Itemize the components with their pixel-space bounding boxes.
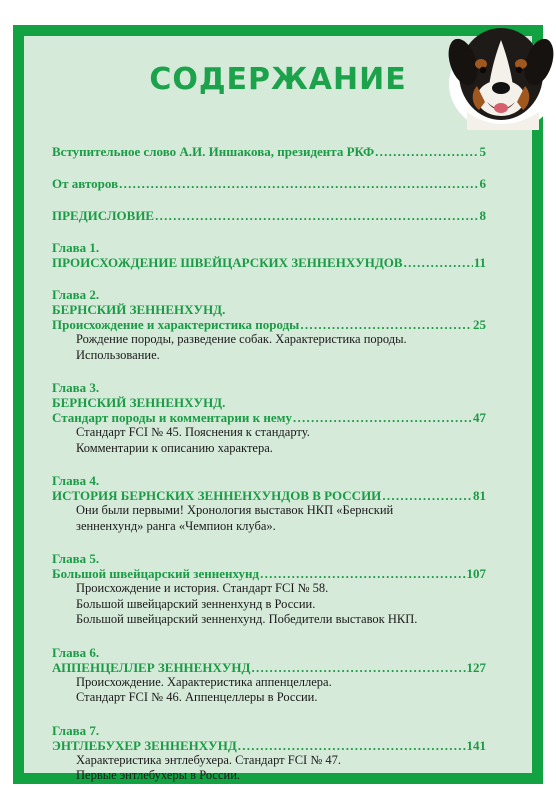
subtopic-line: Характеристика энтлебухера. Стандарт FCI № 47. — [76, 752, 342, 767]
entry-heading: ПРЕДИСЛОВИЕ — [52, 208, 155, 223]
dot-leader — [251, 660, 465, 675]
entry-heading: ПРОИСХОЖДЕНИЕ ШВЕЙЦАРСКИХ ЗЕННЕНХУНДОВ — [52, 255, 403, 270]
toc-row[interactable] — [52, 144, 486, 159]
toc-entry — [52, 380, 486, 456]
toc-row[interactable] — [52, 566, 486, 581]
subtopic-line: Комментарии к описанию характера. — [76, 440, 273, 455]
entry-heading: ИСТОРИЯ БЕРНСКИХ ЗЕННЕНХУНДОВ В РОССИИ — [52, 488, 382, 503]
page-number: 127 — [466, 659, 486, 675]
subtopic-line: Рождение породы, разведение собак. Характеристика породы. — [76, 332, 407, 346]
subtopic-line: Большой швейцарский зенненхунд. Победители выставок НКП. — [76, 612, 418, 626]
page-number: 81 — [473, 488, 486, 503]
dot-leader — [238, 738, 466, 753]
chapter-label: Глава 4. — [52, 473, 100, 488]
page-title: СОДЕРЖАНИЕ — [149, 62, 407, 97]
page-number: 8 — [479, 208, 486, 223]
entry-heading: Стандарт породы и комментарии к нему — [52, 410, 292, 425]
subtopic-line: Стандарт FCI № 45. Пояснения к стандарту. — [76, 425, 310, 439]
toc-row[interactable] — [52, 176, 486, 191]
page-number: 47 — [473, 410, 486, 425]
toc-row[interactable] — [52, 317, 486, 332]
page-number: 6 — [479, 176, 486, 191]
toc-row[interactable] — [52, 410, 486, 425]
toc-entry — [52, 645, 486, 706]
toc-entry — [52, 473, 486, 534]
chapter-title: БЕРНСКИЙ ЗЕННЕНХУНД. — [52, 302, 226, 317]
dot-leader — [119, 176, 478, 191]
toc-entry — [52, 144, 486, 159]
chapter-label: Глава 3. — [52, 380, 100, 395]
chapter-label: Глава 7. — [52, 722, 100, 738]
entry-heading: Происхождение и характеристика породы — [52, 317, 300, 332]
dot-leader — [300, 317, 472, 332]
page-number: 141 — [466, 737, 486, 753]
toc-row[interactable] — [52, 255, 486, 270]
toc-row[interactable] — [52, 738, 486, 753]
dot-leader — [155, 208, 478, 223]
dot-leader — [404, 255, 473, 270]
page-number: 11 — [473, 255, 486, 270]
page-number: 5 — [479, 144, 486, 159]
chapter-label: Глава 6. — [52, 644, 100, 660]
dot-leader — [293, 410, 472, 425]
entry-heading: АППЕНЦЕЛЛЕР ЗЕННЕНХУНД — [52, 659, 251, 675]
subtopic-line: Стандарт FCI № 46. Аппенцеллеры в России. — [76, 690, 318, 704]
toc-entry — [52, 208, 486, 223]
subtopic-line: Происхождение. Характеристика аппенцеллера. — [76, 674, 332, 689]
toc-row[interactable] — [52, 660, 486, 675]
dot-leader — [375, 144, 478, 159]
subtopic-line: Они были первыми! Хронология выставок НКП «Бернский — [76, 503, 394, 517]
toc-row[interactable] — [52, 208, 486, 223]
chapter-label: Глава 2. — [52, 287, 100, 302]
entry-heading: ЭНТЛЕБУХЕР ЗЕННЕНХУНД — [52, 737, 237, 753]
dot-leader — [260, 566, 465, 581]
toc-entry — [52, 287, 486, 363]
bernese-dog-icon — [447, 12, 555, 130]
subtopic-line: Использование. — [76, 347, 160, 362]
toc-entry — [52, 240, 486, 270]
toc-entry — [52, 551, 486, 628]
subtopic-line: зенненхунд» ранга «Чемпион клуба». — [76, 518, 276, 533]
entry-heading: От авторов — [52, 176, 119, 191]
entry-heading: Большой швейцарский зенненхунд — [52, 566, 260, 581]
entry-heading: Вступительное слово А.И. Иншакова, президента РКФ — [52, 144, 375, 159]
toc-entry — [52, 176, 486, 191]
chapter-title: БЕРНСКИЙ ЗЕННЕНХУНД. — [52, 395, 226, 410]
subtopic-line: Первые энтлебухеры в России. — [76, 768, 241, 782]
subtopic-line: Большой швейцарский зенненхунд в России. — [76, 596, 316, 611]
page-number: 107 — [466, 566, 486, 581]
toc-row[interactable] — [52, 488, 486, 503]
dot-leader — [382, 488, 472, 503]
page-number: 25 — [473, 317, 486, 332]
toc-entry — [52, 723, 486, 784]
subtopic-line: Происхождение и история. Стандарт FCI № 58. — [76, 581, 329, 595]
chapter-label: Глава 1. — [52, 240, 100, 255]
table-of-contents — [52, 144, 486, 784]
chapter-label: Глава 5. — [52, 551, 100, 566]
